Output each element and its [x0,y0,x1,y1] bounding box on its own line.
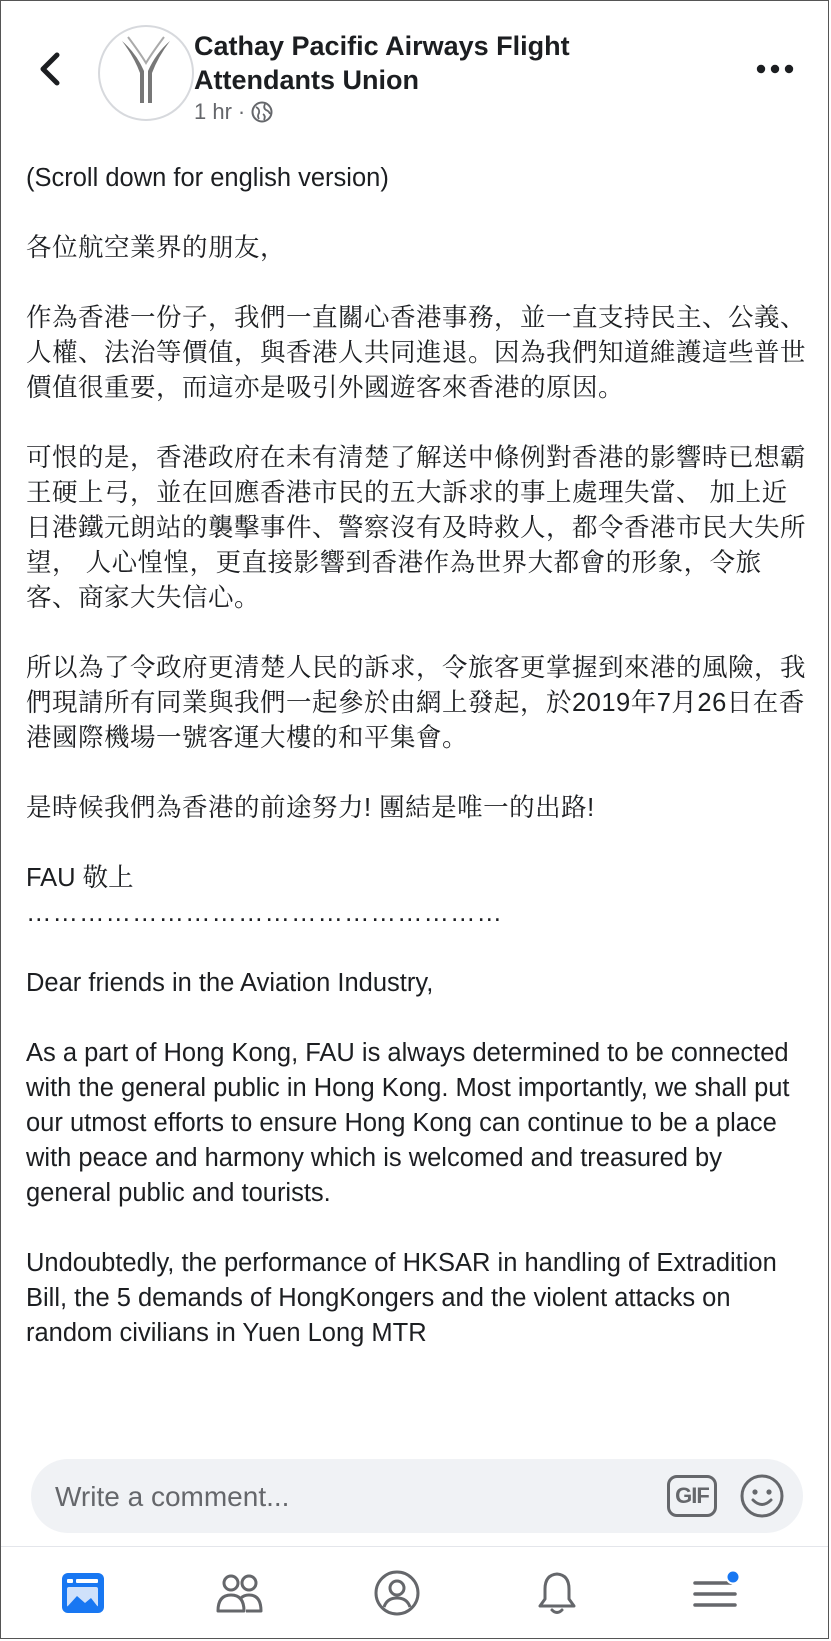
post-meta [194,99,273,125]
post-paragraph: (Scroll down for english version) [26,164,389,192]
menu-icon [687,1569,743,1617]
post-paragraph: Dear friends in the Aviation Industry, [26,969,434,997]
tab-news-feed[interactable] [53,1563,113,1623]
globe-icon [251,101,273,123]
emoji-button[interactable] [739,1473,785,1519]
post-header [1,1,828,141]
post-paragraph: 是時候我們為香港的前途努力! 團結是唯一的出路! [26,794,595,822]
groups-icon [214,1571,264,1615]
chevron-left-icon [31,47,71,91]
post-signature: FAU 敬上 [26,864,134,892]
tab-profile[interactable] [367,1563,427,1623]
page-avatar[interactable] [98,25,194,121]
post-body [26,161,806,1446]
tab-groups[interactable] [209,1563,269,1623]
profile-icon [373,1569,421,1617]
post-paragraph: 作為香港一份子，我們一直關心香港事務，並一直支持民主、公義、人權、法治等價值，與香港人共同進退。因為我們知道維護這些普世價值很重要，而這亦是吸引外國遊客來香港的原因。 [26,304,806,402]
post-paragraph: 所以為了令政府更清楚人民的訴求，令旅客更掌握到來港的風險，我們現請所有同業與我們一起參於由網上發起，於2019年7月26日在香港國際機場一號客運大樓的和平集會。 [26,654,806,752]
post-divider: ……………………………………………… [26,899,503,927]
tab-notifications[interactable] [527,1563,587,1623]
page-name[interactable]: Cathay Pacific Airways Flight Attendants Union [194,31,570,95]
post-paragraph: 各位航空業界的朋友， [26,234,287,262]
smiley-icon [739,1473,785,1519]
comment-input[interactable] [53,1473,617,1521]
more-dots-icon [752,57,798,81]
bell-icon [534,1569,580,1617]
union-logo-icon [100,27,192,119]
post-paragraph: As a part of Hong Kong, FAU is always determined to be connected with the general public in Hong Kong. Most importantly, we shall put our utmost efforts to ensure Hong Kong can continue to be a place with peace and harmony which is welcomed and treasured by general public and tourists. [26,1039,790,1207]
comment-composer [31,1459,803,1533]
tab-menu[interactable] [685,1563,745,1623]
bottom-tab-bar [1,1546,828,1639]
back-button[interactable] [31,47,71,91]
gif-button[interactable]: GIF [667,1475,717,1517]
post-paragraph: Undoubtedly, the performance of HKSAR in handling of Extradition Bill, the 5 demands of HongKongers and the violent attacks on random civilians in Yuen Long MTR [26,1249,777,1347]
post-paragraph: 可恨的是，香港政府在未有清楚了解送中條例對香港的影響時已想霸王硬上弓，並在回應香港市民的五大訴求的事上處理失當、 加上近日港鐵元朗站的襲擊事件、警察沒有及時救人，都令香港市民大失所望， 人心惶惶，更直接影響到香港作為世界大都會的形象，令旅客、商家大失信心。 [26,444,806,612]
meta-separator: · [237,99,246,124]
more-options-button[interactable] [752,57,798,81]
post-timestamp[interactable]: 1 hr [194,99,232,124]
news-feed-icon [59,1570,107,1616]
